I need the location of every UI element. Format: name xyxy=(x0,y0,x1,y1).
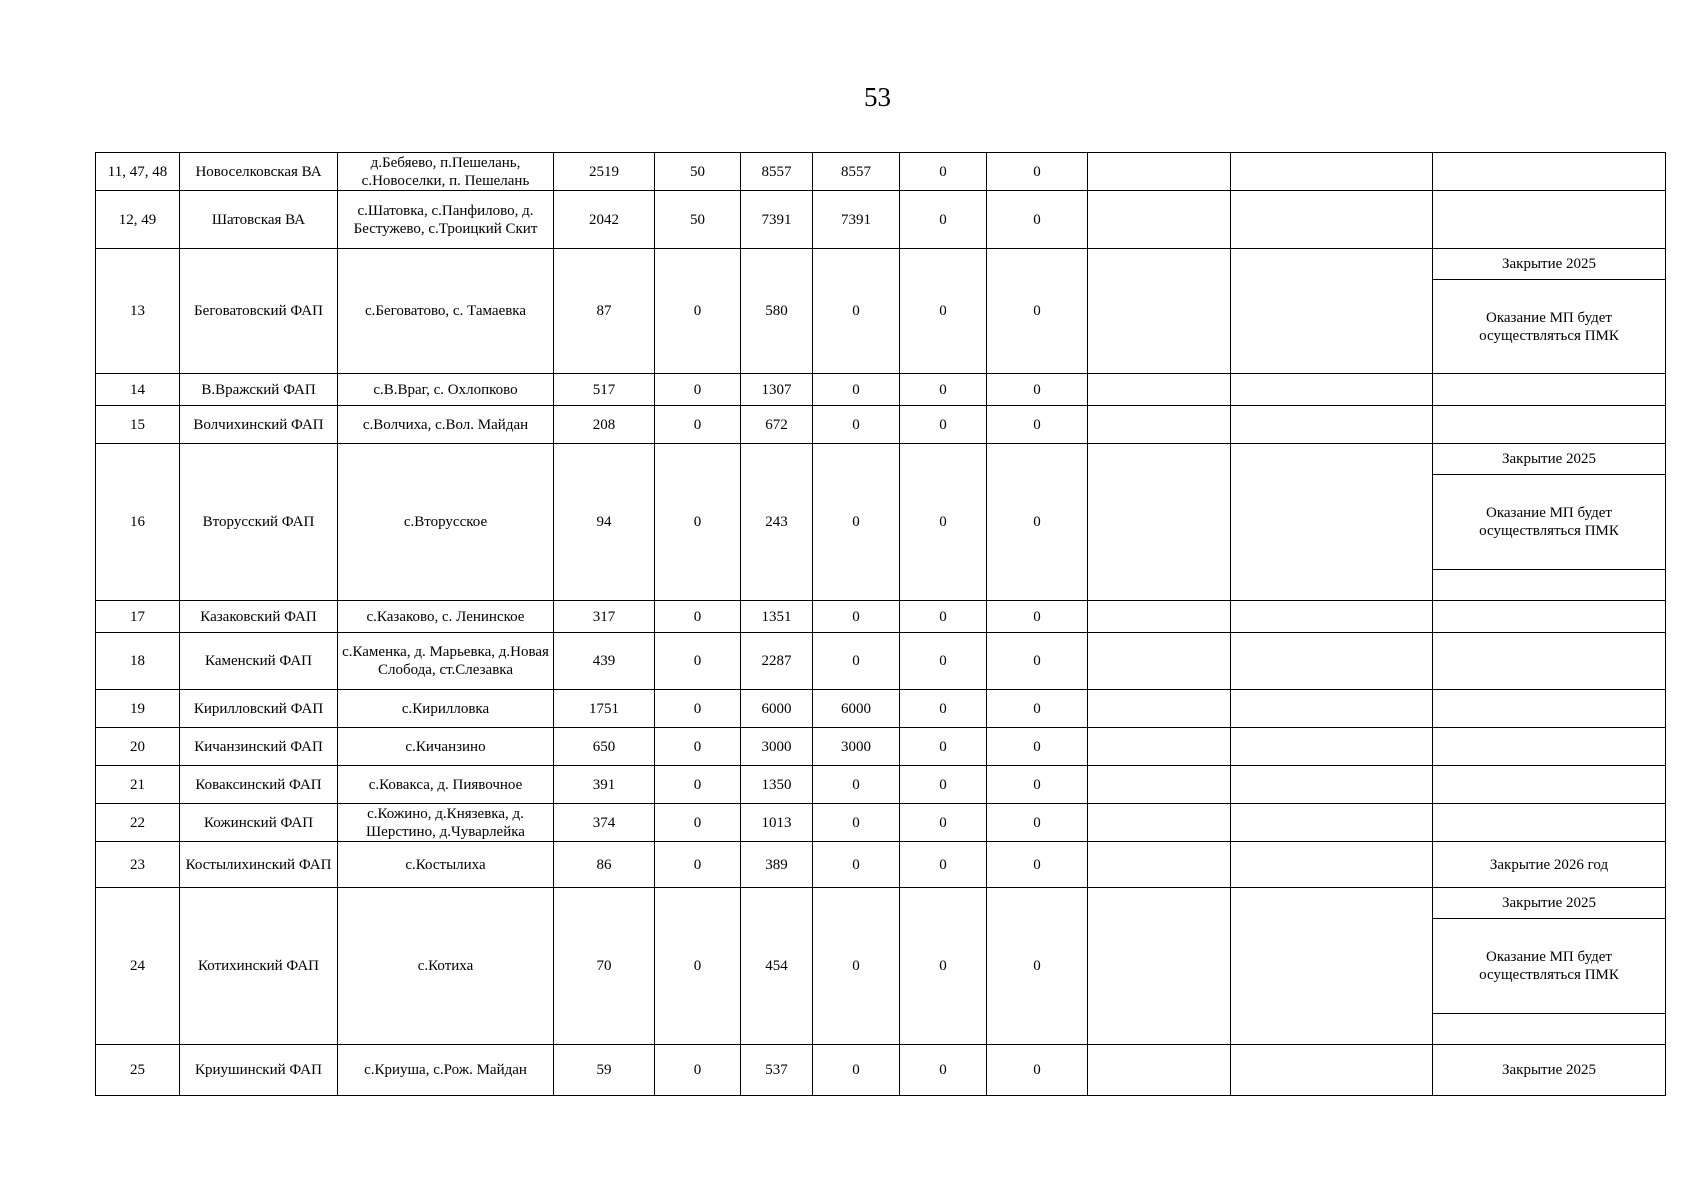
empty-cell-11 xyxy=(1231,728,1433,766)
note-empty-subcell xyxy=(1433,1014,1665,1044)
settlements-cell: с.Кирилловка xyxy=(338,690,554,728)
value-cell-9: 0 xyxy=(987,690,1088,728)
value-cell-9: 0 xyxy=(987,153,1088,191)
population-cell: 439 xyxy=(554,633,655,690)
value-cell-7: 0 xyxy=(813,249,900,374)
value-cell-5: 50 xyxy=(655,191,741,249)
table-row xyxy=(96,1045,1666,1096)
empty-cell-10 xyxy=(1088,444,1231,601)
population-cell: 374 xyxy=(554,804,655,842)
population-cell: 1751 xyxy=(554,690,655,728)
settlements-cell: с.Котиха xyxy=(338,888,554,1045)
settlements-cell: с.Каменка, д. Марьевка, д.Новая Слобода, ст.Слезавка xyxy=(338,633,554,690)
table-row xyxy=(96,374,1666,406)
empty-cell-10 xyxy=(1088,406,1231,444)
note-closure-label: Закрытие 2025 xyxy=(1433,888,1665,919)
value-cell-6: 1307 xyxy=(741,374,813,406)
table-row xyxy=(96,728,1666,766)
settlements-cell: с.Беговатово, с. Тамаевка xyxy=(338,249,554,374)
value-cell-9: 0 xyxy=(987,444,1088,601)
empty-cell-10 xyxy=(1088,633,1231,690)
value-cell-7: 8557 xyxy=(813,153,900,191)
value-cell-6: 8557 xyxy=(741,153,813,191)
settlements-cell: с.Кичанзино xyxy=(338,728,554,766)
empty-cell-11 xyxy=(1231,888,1433,1045)
facility-name-cell: Коваксинский ФАП xyxy=(180,766,338,804)
value-cell-6: 1351 xyxy=(741,601,813,633)
value-cell-6: 537 xyxy=(741,1045,813,1096)
settlements-cell: с.Криуша, с.Рож. Майдан xyxy=(338,1045,554,1096)
facility-name-cell: Вторусский ФАП xyxy=(180,444,338,601)
value-cell-5: 50 xyxy=(655,153,741,191)
note-cell xyxy=(1433,633,1666,690)
population-cell: 517 xyxy=(554,374,655,406)
facility-name-cell: Кирилловский ФАП xyxy=(180,690,338,728)
row-number-cell: 17 xyxy=(96,601,180,633)
facility-name-cell: Кожинский ФАП xyxy=(180,804,338,842)
value-cell-8: 0 xyxy=(900,766,987,804)
value-cell-9: 0 xyxy=(987,633,1088,690)
facility-name-cell: Кичанзинский ФАП xyxy=(180,728,338,766)
value-cell-8: 0 xyxy=(900,690,987,728)
row-number-cell: 21 xyxy=(96,766,180,804)
empty-cell-10 xyxy=(1088,842,1231,888)
facilities-table xyxy=(95,152,1666,1096)
table-row xyxy=(96,633,1666,690)
value-cell-5: 0 xyxy=(655,842,741,888)
note-cell xyxy=(1433,728,1666,766)
row-number-cell: 16 xyxy=(96,444,180,601)
empty-cell-10 xyxy=(1088,191,1231,249)
empty-cell-10 xyxy=(1088,690,1231,728)
empty-cell-10 xyxy=(1088,888,1231,1045)
value-cell-8: 0 xyxy=(900,728,987,766)
empty-cell-11 xyxy=(1231,153,1433,191)
empty-cell-10 xyxy=(1088,153,1231,191)
note-stack xyxy=(1433,444,1665,600)
value-cell-7: 0 xyxy=(813,633,900,690)
value-cell-9: 0 xyxy=(987,888,1088,1045)
note-cell: Закрытие 2026 год xyxy=(1433,842,1666,888)
table-row xyxy=(96,842,1666,888)
value-cell-6: 672 xyxy=(741,406,813,444)
value-cell-8: 0 xyxy=(900,191,987,249)
note-cell xyxy=(1433,601,1666,633)
value-cell-8: 0 xyxy=(900,406,987,444)
population-cell: 2042 xyxy=(554,191,655,249)
note-service-label: Оказание МП будет осуществляться ПМК xyxy=(1433,475,1665,570)
empty-cell-10 xyxy=(1088,1045,1231,1096)
value-cell-7: 0 xyxy=(813,766,900,804)
population-cell: 86 xyxy=(554,842,655,888)
value-cell-9: 0 xyxy=(987,766,1088,804)
value-cell-9: 0 xyxy=(987,1045,1088,1096)
value-cell-6: 7391 xyxy=(741,191,813,249)
value-cell-5: 0 xyxy=(655,374,741,406)
table-body xyxy=(96,153,1666,1096)
note-closure-label: Закрытие 2025 xyxy=(1433,249,1665,280)
table-row xyxy=(96,804,1666,842)
value-cell-6: 454 xyxy=(741,888,813,1045)
value-cell-8: 0 xyxy=(900,633,987,690)
note-stack xyxy=(1433,249,1665,373)
value-cell-6: 2287 xyxy=(741,633,813,690)
value-cell-9: 0 xyxy=(987,191,1088,249)
value-cell-7: 0 xyxy=(813,374,900,406)
table-row xyxy=(96,444,1666,601)
empty-cell-11 xyxy=(1231,191,1433,249)
empty-cell-10 xyxy=(1088,766,1231,804)
population-cell: 650 xyxy=(554,728,655,766)
settlements-cell: с.Костылиха xyxy=(338,842,554,888)
value-cell-9: 0 xyxy=(987,374,1088,406)
note-stack xyxy=(1433,888,1665,1044)
table-row xyxy=(96,249,1666,374)
value-cell-5: 0 xyxy=(655,766,741,804)
note-cell xyxy=(1433,153,1666,191)
empty-cell-11 xyxy=(1231,690,1433,728)
table-row xyxy=(96,153,1666,191)
empty-cell-10 xyxy=(1088,601,1231,633)
empty-cell-10 xyxy=(1088,728,1231,766)
value-cell-6: 580 xyxy=(741,249,813,374)
value-cell-7: 0 xyxy=(813,601,900,633)
value-cell-6: 3000 xyxy=(741,728,813,766)
row-number-cell: 14 xyxy=(96,374,180,406)
empty-cell-11 xyxy=(1231,406,1433,444)
empty-cell-11 xyxy=(1231,842,1433,888)
value-cell-9: 0 xyxy=(987,804,1088,842)
value-cell-8: 0 xyxy=(900,1045,987,1096)
empty-cell-11 xyxy=(1231,601,1433,633)
facility-name-cell: В.Вражский ФАП xyxy=(180,374,338,406)
settlements-cell: с.Ковакса, д. Пиявочное xyxy=(338,766,554,804)
table-row xyxy=(96,191,1666,249)
value-cell-5: 0 xyxy=(655,249,741,374)
note-cell: Закрытие 2025 xyxy=(1433,1045,1666,1096)
row-number-cell: 20 xyxy=(96,728,180,766)
value-cell-7: 0 xyxy=(813,406,900,444)
population-cell: 208 xyxy=(554,406,655,444)
row-number-cell: 13 xyxy=(96,249,180,374)
facility-name-cell: Беговатовский ФАП xyxy=(180,249,338,374)
settlements-cell: с.Шатовка, с.Панфилово, д. Бестужево, с.Троицкий Скит xyxy=(338,191,554,249)
facility-name-cell: Каменский ФАП xyxy=(180,633,338,690)
note-cell xyxy=(1433,888,1666,1045)
value-cell-5: 0 xyxy=(655,444,741,601)
note-cell xyxy=(1433,690,1666,728)
note-cell xyxy=(1433,444,1666,601)
empty-cell-10 xyxy=(1088,804,1231,842)
empty-cell-10 xyxy=(1088,374,1231,406)
value-cell-9: 0 xyxy=(987,842,1088,888)
empty-cell-11 xyxy=(1231,249,1433,374)
facility-name-cell: Казаковский ФАП xyxy=(180,601,338,633)
value-cell-9: 0 xyxy=(987,728,1088,766)
settlements-cell: д.Бебяево, п.Пешелань, с.Новоселки, п. Пешелань xyxy=(338,153,554,191)
note-closure-label: Закрытие 2025 xyxy=(1433,444,1665,475)
value-cell-8: 0 xyxy=(900,249,987,374)
value-cell-6: 6000 xyxy=(741,690,813,728)
empty-cell-11 xyxy=(1231,766,1433,804)
value-cell-9: 0 xyxy=(987,601,1088,633)
settlements-cell: с.Казаково, с. Ленинское xyxy=(338,601,554,633)
empty-cell-11 xyxy=(1231,633,1433,690)
facility-name-cell: Костылихинский ФАП xyxy=(180,842,338,888)
population-cell: 87 xyxy=(554,249,655,374)
page-number: 53 xyxy=(864,82,891,112)
value-cell-9: 0 xyxy=(987,406,1088,444)
value-cell-7: 0 xyxy=(813,804,900,842)
value-cell-7: 0 xyxy=(813,842,900,888)
table-row xyxy=(96,888,1666,1045)
row-number-cell: 23 xyxy=(96,842,180,888)
value-cell-7: 0 xyxy=(813,1045,900,1096)
population-cell: 94 xyxy=(554,444,655,601)
row-number-cell: 11, 47, 48 xyxy=(96,153,180,191)
settlements-cell: с.Волчиха, с.Вол. Майдан xyxy=(338,406,554,444)
population-cell: 317 xyxy=(554,601,655,633)
value-cell-8: 0 xyxy=(900,804,987,842)
note-cell xyxy=(1433,374,1666,406)
value-cell-7: 0 xyxy=(813,444,900,601)
value-cell-8: 0 xyxy=(900,374,987,406)
note-cell xyxy=(1433,766,1666,804)
value-cell-5: 0 xyxy=(655,406,741,444)
empty-cell-10 xyxy=(1088,249,1231,374)
table-row xyxy=(96,601,1666,633)
value-cell-6: 389 xyxy=(741,842,813,888)
row-number-cell: 15 xyxy=(96,406,180,444)
note-cell xyxy=(1433,191,1666,249)
value-cell-7: 3000 xyxy=(813,728,900,766)
settlements-cell: с.В.Враг, с. Охлопково xyxy=(338,374,554,406)
value-cell-6: 1350 xyxy=(741,766,813,804)
empty-cell-11 xyxy=(1231,1045,1433,1096)
note-service-label: Оказание МП будет осуществляться ПМК xyxy=(1479,309,1619,344)
value-cell-5: 0 xyxy=(655,633,741,690)
value-cell-9: 0 xyxy=(987,249,1088,374)
facility-name-cell: Котихинский ФАП xyxy=(180,888,338,1045)
table-row xyxy=(96,766,1666,804)
population-cell: 59 xyxy=(554,1045,655,1096)
empty-cell-11 xyxy=(1231,374,1433,406)
facility-name-cell: Шатовская ВА xyxy=(180,191,338,249)
value-cell-5: 0 xyxy=(655,1045,741,1096)
row-number-cell: 24 xyxy=(96,888,180,1045)
population-cell: 391 xyxy=(554,766,655,804)
value-cell-5: 0 xyxy=(655,601,741,633)
value-cell-5: 0 xyxy=(655,888,741,1045)
table-row xyxy=(96,406,1666,444)
value-cell-8: 0 xyxy=(900,601,987,633)
value-cell-8: 0 xyxy=(900,444,987,601)
settlements-cell: с.Кожино, д.Князевка, д. Шерстино, д.Чуварлейка xyxy=(338,804,554,842)
settlements-cell: с.Вторусское xyxy=(338,444,554,601)
value-cell-8: 0 xyxy=(900,842,987,888)
value-cell-5: 0 xyxy=(655,728,741,766)
value-cell-5: 0 xyxy=(655,804,741,842)
note-cell xyxy=(1433,804,1666,842)
row-number-cell: 22 xyxy=(96,804,180,842)
value-cell-7: 7391 xyxy=(813,191,900,249)
note-empty-subcell xyxy=(1433,570,1665,600)
empty-cell-11 xyxy=(1231,804,1433,842)
row-number-cell: 12, 49 xyxy=(96,191,180,249)
note-service-label: Оказание МП будет осуществляться ПМК xyxy=(1433,919,1665,1014)
note-cell xyxy=(1433,249,1666,374)
value-cell-5: 0 xyxy=(655,690,741,728)
note-cell xyxy=(1433,406,1666,444)
facility-name-cell: Криушинский ФАП xyxy=(180,1045,338,1096)
row-number-cell: 25 xyxy=(96,1045,180,1096)
facility-name-cell: Новоселковская ВА xyxy=(180,153,338,191)
row-number-cell: 18 xyxy=(96,633,180,690)
value-cell-7: 6000 xyxy=(813,690,900,728)
facility-name-cell: Волчихинский ФАП xyxy=(180,406,338,444)
value-cell-7: 0 xyxy=(813,888,900,1045)
value-cell-8: 0 xyxy=(900,153,987,191)
row-number-cell: 19 xyxy=(96,690,180,728)
value-cell-6: 243 xyxy=(741,444,813,601)
population-cell: 70 xyxy=(554,888,655,1045)
value-cell-6: 1013 xyxy=(741,804,813,842)
table-row xyxy=(96,690,1666,728)
value-cell-8: 0 xyxy=(900,888,987,1045)
population-cell: 2519 xyxy=(554,153,655,191)
empty-cell-11 xyxy=(1231,444,1433,601)
